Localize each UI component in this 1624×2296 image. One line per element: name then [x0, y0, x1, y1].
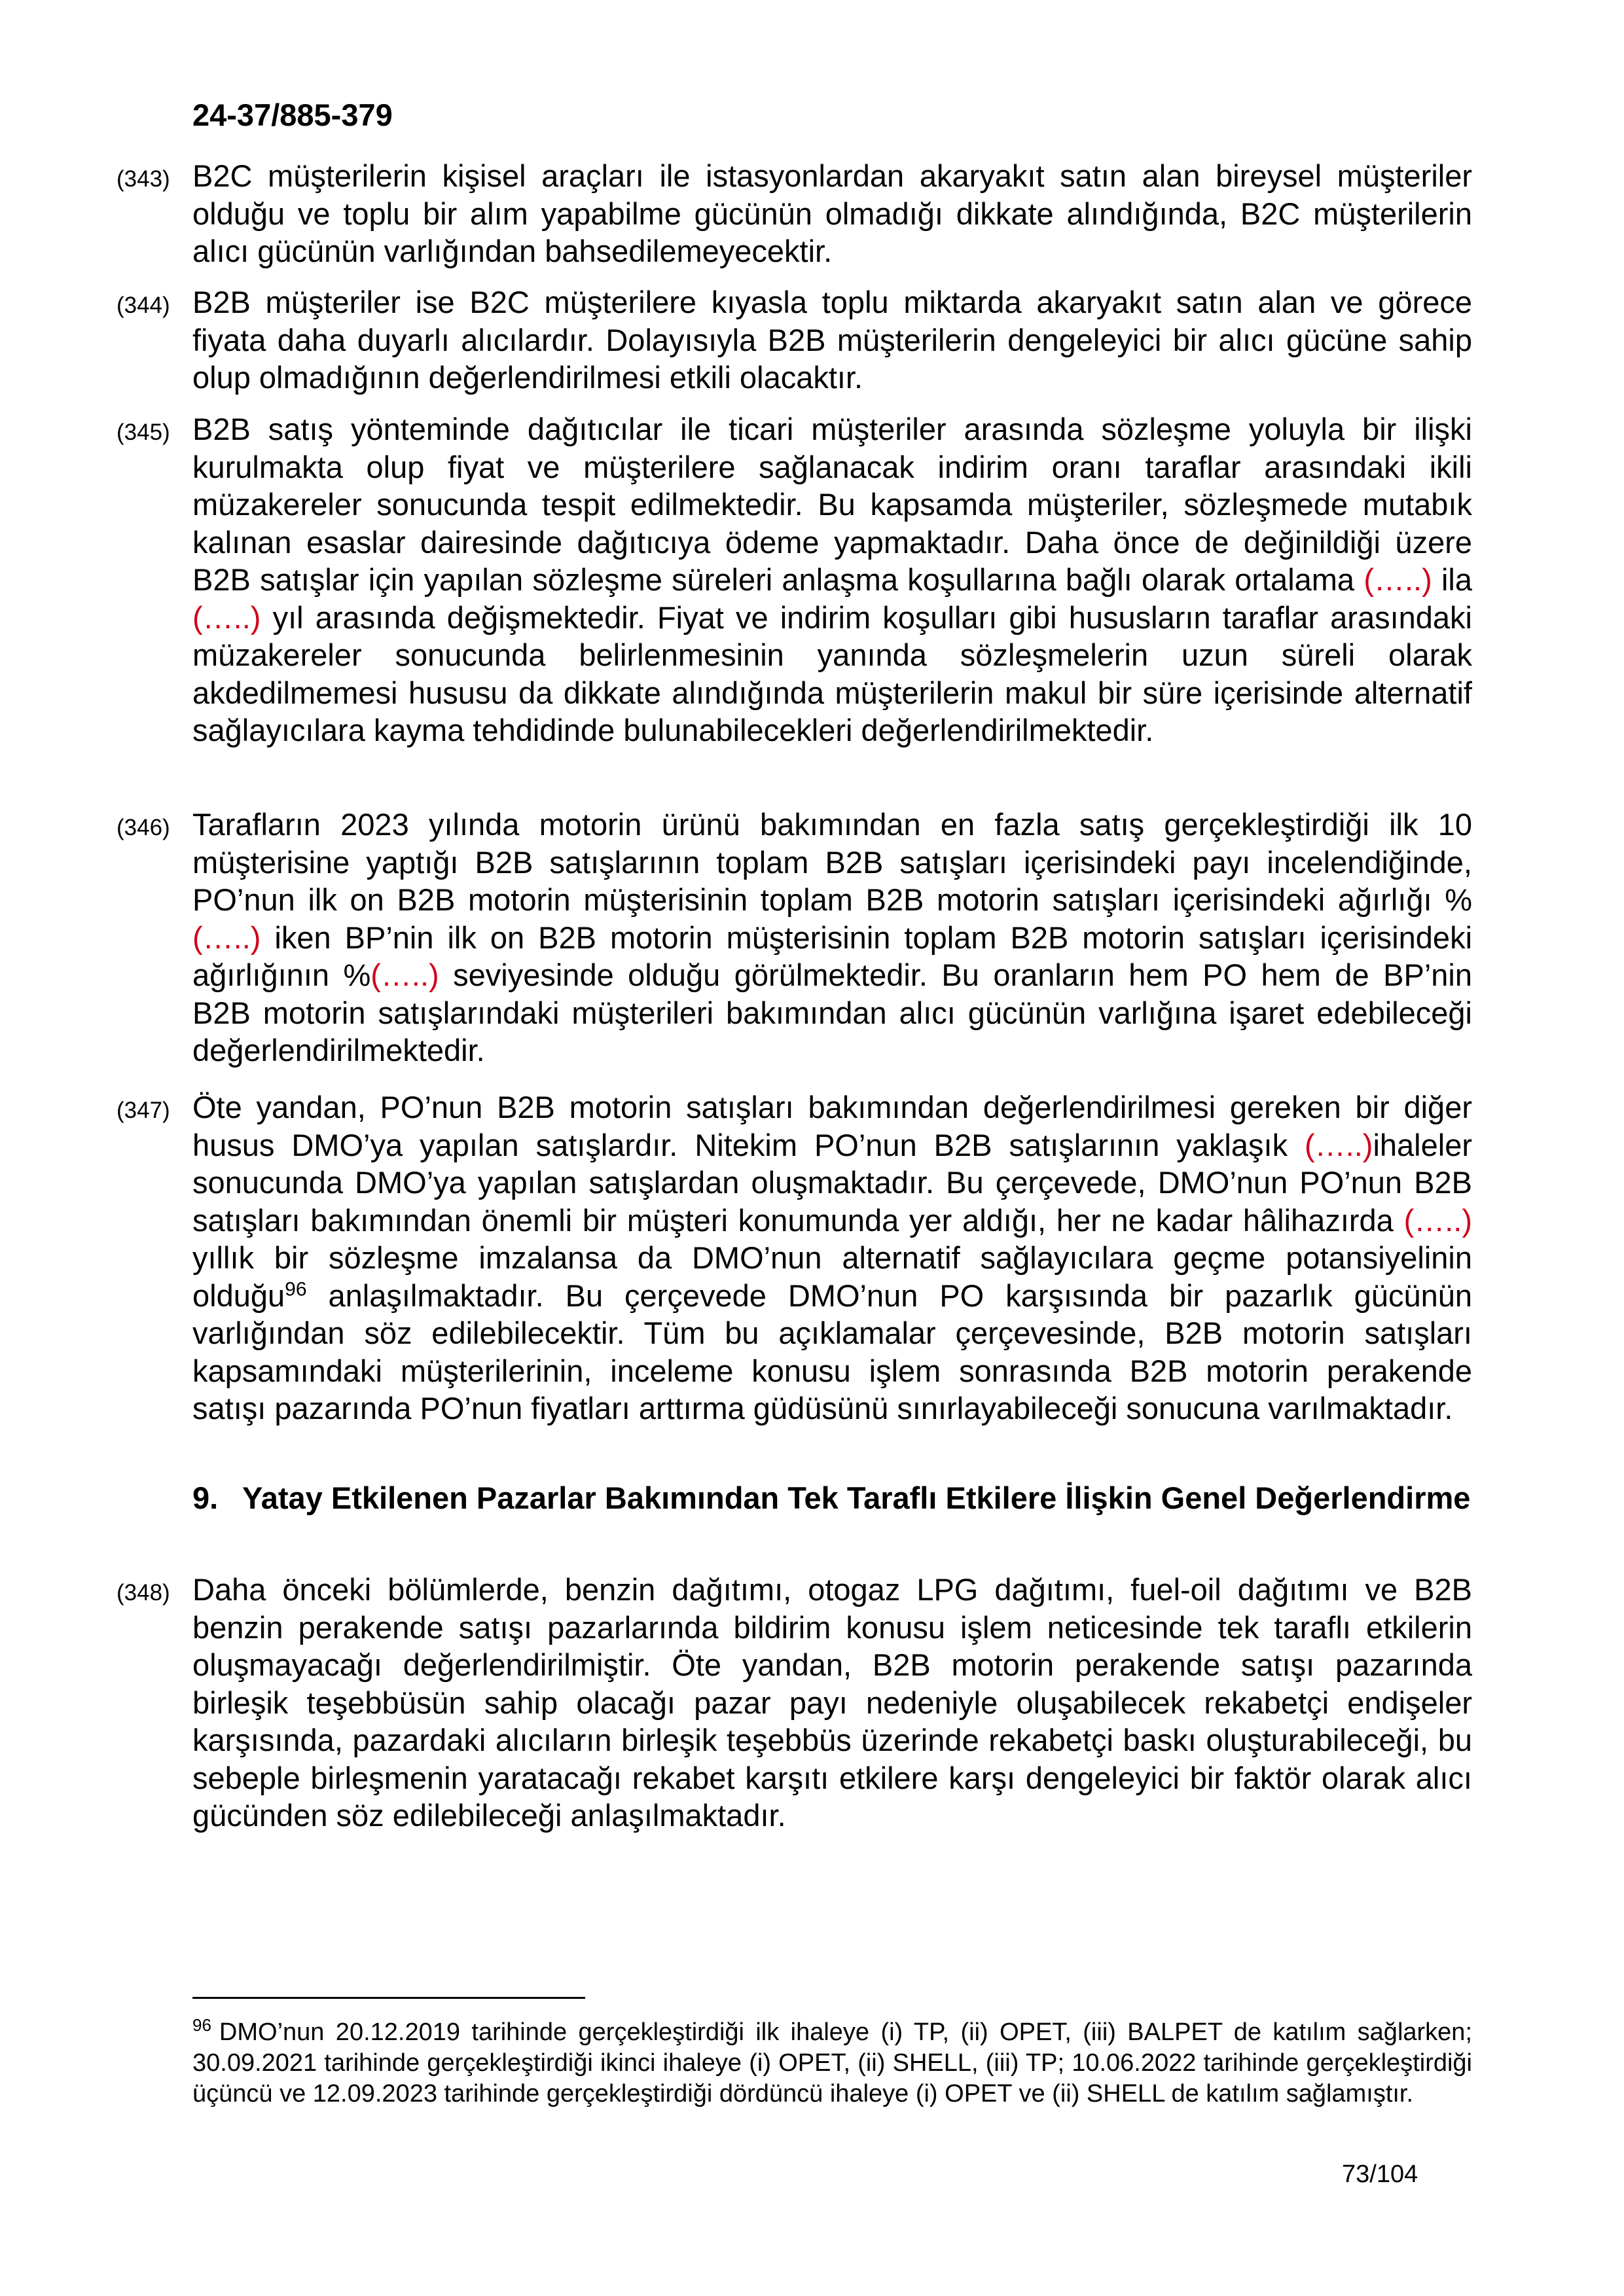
text-segment: anlaşılmaktadır. Bu çerçevede DMO’nun PO karşısında bir pazarlık gücünün varlığından söz edilebilecektir. Tüm bu açıklamalar çerçevesinde, B2B motorin satışları kapsamındaki müşterilerinin, inceleme konusu işlem sonrasında B2B motorin perakende satışı pazarında PO’nun fiyatları arttırma güdüsünü sınırlayabileceği sonucuna varılmaktadır. — [192, 1278, 1473, 1426]
redaction-mark: (…..) — [192, 920, 261, 955]
text-segment: yıllık bir sözleşme imzalansa da DMO’nun alternatif sağlayıcılara geçme potansiyelinin olduğu — [192, 1240, 1472, 1313]
paragraph-text: B2C müşterilerin kişisel araçları ile istasyonlardan akaryakıt satın alan bireysel müşteriler olduğu ve toplu bir alım yapabilme gücünün olmadığı dikkate alındığında, B2C müşterilerin alıcı gücünün varlığından bahsedilemeyecektir. — [192, 158, 1472, 268]
redaction-mark: (…..) — [192, 600, 261, 635]
paragraph-number: (348) — [117, 1580, 170, 1605]
redaction-mark: (…..) — [370, 958, 439, 992]
paragraph-text: Daha önceki bölümlerde, benzin dağıtımı, otogaz LPG dağıtımı, fuel-oil dağıtımı ve B2B benzin perakende satışı pazarlarında bildirim konusu işlem neticesinde tek taraflı etkilerin oluşmayacağı değerlendirilmiştir. Öte yandan, B2B motorin perakende satışı pazarında birleşik teşebbüsün sahip olacağı pazar payı nedeniyle oluşabilecek rekabetçi endişeler karşısında, pazardaki alıcıların birleşik teşebbüs üzerinde rekabetçi baskı oluşturabileceği, bu sebeple birleşmenin yaratacağı rekabet karşıtı etkilere karşı dengeleyici bir faktör olarak alıcı gücünden söz edilebileceği anlaşılmaktadır. — [192, 1572, 1472, 1833]
text-segment: iken BP’nin ilk on B2B motorin müşterisinin toplam B2B motorin satışları içerisindeki ağırlığının % — [192, 920, 1473, 992]
section-number: 9. — [192, 1480, 219, 1515]
paragraph-text — [192, 410, 1472, 749]
paragraph-text — [192, 1088, 1472, 1427]
section-heading — [192, 1479, 1472, 1517]
footnote — [192, 2017, 1472, 2109]
text-segment: yıl arasında değişmektedir. Fiyat ve indirim koşulları gibi hususların taraflar arasındaki müzakereler sonucunda belirlenmesinin yanında sözleşmelerin uzun süreli olarak akdedilmemesi hususu da dikkate alındığında müşterilerin makul bir süre içerisinde alternatif sağlayıcılara kayma tehdidinde bulunabilecekleri değerlendirilmektedir. — [192, 600, 1473, 747]
paragraph-text — [192, 806, 1472, 1069]
redaction-mark: (…..) — [1305, 1127, 1373, 1162]
footnote-reference: 96 — [285, 1278, 307, 1300]
text-segment: seviyesinde olduğu görülmektedir. Bu oranların hem PO hem de BP’nin B2B motorin satışlarındaki müşterileri bakımından alıcı gücünün varlığına işaret edebileceği değerlendirilmektedir. — [192, 958, 1472, 1067]
text-segment: ihaleler sonucunda DMO’ya yapılan satışlardan oluşmaktadır. Bu çerçevede, DMO’nun PO’nun B2B satışları bakımından önemli bir müşteri konumunda yer aldığı, her ne kadar hâlihazırda — [192, 1127, 1472, 1238]
text-segment: ila — [1441, 562, 1472, 597]
text-segment: B2B satış yönteminde dağıtıcılar ile ticari müşteriler arasında sözleşme yoluyla bir ilişki kurulmakta olup fiyat ve müşterilere sağlanacak indirim oranı taraflar arasındaki ikili müzakereler sonucunda tespit edilmektedir. Bu kapsamda müşteriler, sözleşmede mutabık kalınan esaslar dairesinde dağıtıcıya ödeme yapmaktadır. Daha önce de değinildiği üzere B2B satışlar için yapılan sözleşme süreleri anlaşma koşullarına bağlı olarak ortalama — [192, 412, 1472, 597]
text-segment: Öte yandan, PO’nun B2B motorin satışları bakımından değerlendirilmesi gereken bir diğer husus DMO’ya yapılan satışlardır. Nitekim PO’nun B2B satışlarının yaklaşık — [192, 1090, 1472, 1162]
text-segment: Tarafların 2023 yılında motorin ürünü bakımından en fazla satış gerçekleştirdiği ilk 10 müşterisine yaptığı B2B satışlarının toplam B2B satışları içerisindeki payı incelendiğinde, PO’nun ilk on B2B motorin müşterisinin toplam B2B motorin satışları içerisindeki ağırlığı % — [192, 807, 1472, 917]
paragraph-number: (345) — [117, 420, 170, 445]
footnote-separator — [192, 1997, 585, 1999]
paragraph-number: (346) — [117, 815, 170, 840]
redaction-mark: (…..) — [1363, 562, 1432, 597]
section-title: Yatay Etkilenen Pazarlar Bakımından Tek Taraflı Etkilere İlişkin Genel Değerlendirme — [242, 1480, 1471, 1515]
footnote-mark: 96 — [192, 2015, 211, 2036]
paragraph-number: (343) — [117, 166, 170, 192]
paragraph-number: (347) — [117, 1098, 170, 1123]
document-number: 24-37/885-379 — [192, 98, 393, 132]
paragraph-text: B2B müşteriler ise B2C müşterilere kıyasla toplu miktarda akaryakıt satın alan ve görece fiyata daha duyarlı alıcılardır. Dolayısıyla B2B müşterilerin dengeleyici bir alıcı gücüne sahip olup olmadığının değerlendirilmesi etkili olacaktır. — [192, 285, 1472, 395]
redaction-mark: (…..) — [1403, 1202, 1472, 1238]
page-number: 73/104 — [1342, 2161, 1418, 2188]
paragraph-number: (344) — [117, 293, 170, 318]
footnote-text: DMO’nun 20.12.2019 tarihinde gerçekleştirdiği ilk ihaleye (i) TP, (ii) OPET, (iii) BALPET de katılım sağlarken; 30.09.2021 tarihinde gerçekleştirdiği ikinci ihaleye (i) OPET, (ii) SHELL, (iii) TP; 10.06.2022 tarihinde gerçekleştirdiği üçüncü ve 12.09.2023 tarihinde gerçekleştirdiği dördüncü ihaleye (i) OPET ve (ii) SHELL de katılım sağlamıştır. — [192, 2018, 1472, 2108]
